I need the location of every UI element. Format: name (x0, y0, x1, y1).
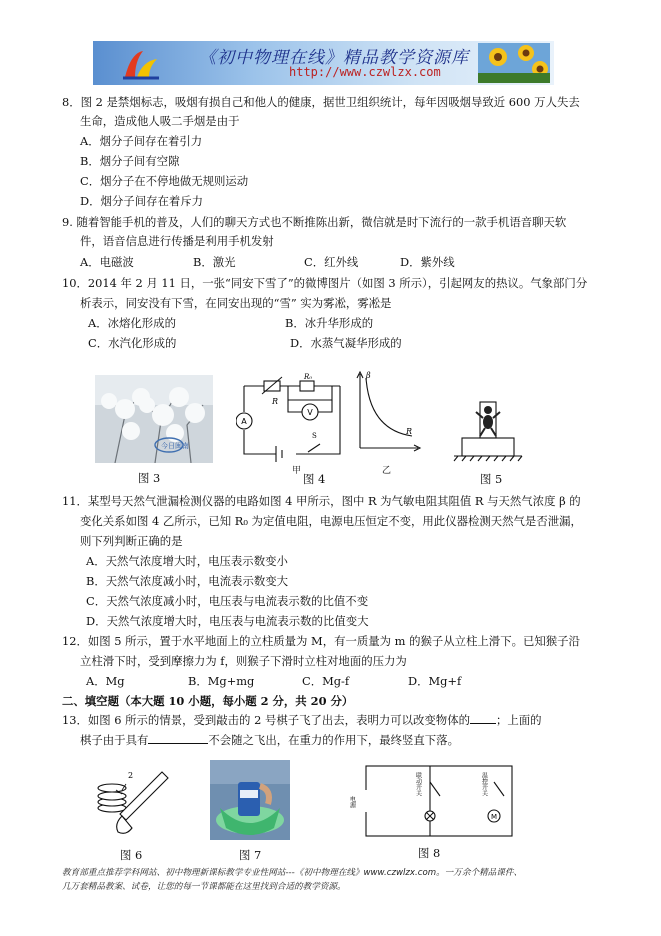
q13-stem-2a: 棋子由于具有 (80, 733, 149, 747)
q12-option-a: A．Mg (86, 674, 125, 688)
q9-option-b: B．激光 (193, 255, 236, 269)
svg-text:V: V (307, 408, 313, 417)
q10-option-a: A．冰熔化形成的 (88, 316, 176, 330)
q11-stem-2: 变化关系如图 4 乙所示，已知 R₀ 为定值电阻，电源电压恒定不变，用此仪器检测天然气是否泄漏， (80, 514, 582, 528)
q13-line-1 (62, 711, 542, 730)
svg-text:R: R (406, 427, 413, 436)
footer-line-2: 几万套精品教案、试卷，让您的每一节课都能在这里找到合适的教学资源。 (62, 882, 346, 892)
fig4-yi-label: 乙 (382, 466, 392, 476)
footer-line-1: 教育部重点推荐学科网站、初中物理新课标教学专业性网站---《初中物理在线》www.czwlzx.com。一万余个精品课件、 (62, 868, 523, 878)
fig8-caption: 图 8 (418, 846, 441, 860)
q11-option-a: A．天然气浓度增大时，电压表示数变小 (86, 554, 288, 568)
fig3-caption: 图 3 (138, 471, 161, 485)
svg-text:S: S (312, 432, 317, 440)
q8-option-d: D．烟分子间存在着斥力 (80, 194, 204, 208)
q13-blank-2[interactable] (148, 731, 208, 744)
q11-option-b: B．天然气浓度减小时，电流表示数变大 (86, 574, 289, 588)
svg-text:A: A (241, 417, 247, 426)
svg-text:R₀: R₀ (304, 373, 313, 381)
section-2-heading: 二、填空题（本大题 10 小题，每小题 2 分，共 20 分） (62, 694, 354, 708)
q8-option-a: A．烟分子间存在着引力 (80, 134, 203, 148)
q9-stem-2: 件，语音信息进行传播是利用手机发射 (80, 234, 274, 248)
linkage-switch-label: 联动开关 (414, 772, 422, 796)
monkey-pole-figure (450, 376, 526, 462)
temp-switch-label: 温控开关 (480, 772, 488, 796)
fig5-caption: 图 5 (480, 472, 503, 486)
power-label: 电源 (348, 796, 356, 808)
q10-stem-1: 10．2014 年 2 月 11 日，一张“同安下雪了”的微博图片（如图 3 所示），引起网友的热议。气象部门分 (62, 276, 588, 290)
photo-watermark: 今日闽南 (161, 442, 189, 450)
fig4-jia-label: 甲 (292, 466, 302, 476)
q9-option-d: D．紫外线 (400, 255, 455, 269)
q11-option-c: C．天然气浓度减小时，电压表与电流表示数的比值不变 (86, 594, 369, 608)
svg-text:2: 2 (128, 771, 134, 780)
svg-text:M: M (490, 813, 498, 821)
site-logo (121, 47, 161, 81)
rime-photo (95, 375, 213, 463)
site-banner (93, 41, 554, 85)
q13-blank-1[interactable] (470, 711, 496, 724)
q8-stem-2: 生命，造成他人吸二手烟是由于 (80, 114, 240, 128)
q13-stem-2b: 不会随之飞出，在重力的作用下，最终竖直下落。 (208, 733, 459, 747)
fig6-caption: 图 6 (120, 848, 143, 862)
q10-option-d: D．水蒸气凝华形成的 (290, 336, 402, 350)
q8-option-b: B．烟分子间有空隙 (80, 154, 180, 168)
q13-stem-1b: ；上面的 (495, 713, 542, 727)
q12-option-d: D．Mg+f (408, 674, 462, 688)
q11-stem-1: 11．某型号天然气泄漏检测仪器的电路如图 4 甲所示，图中 R 为气敏电阻其阻值 R 与天然气浓度 β 的 (62, 494, 581, 508)
fig7-caption: 图 7 (239, 848, 262, 862)
q9-stem-1: 9. 随着智能手机的普及，人们的聊天方式也不断推陈出新，微信就是时下流行的一款手机语音聊天软 (62, 215, 567, 229)
hand-icon (117, 816, 132, 833)
gas-detector-circuit (236, 372, 351, 464)
sunflower-image (478, 43, 550, 83)
svg-text:β: β (366, 371, 371, 380)
q12-option-c: C．Mg-f (302, 674, 350, 688)
q9-option-c: C．红外线 (304, 255, 359, 269)
q12-stem-1: 12．如图 5 所示，置于水平地面上的立柱质量为 M，有一质量为 m 的猴子从立柱上滑下。已知猴子沿 (62, 634, 580, 648)
fig4-caption: 图 4 (303, 472, 326, 486)
beta-r-graph (352, 368, 422, 452)
q13-stem-1a: 13．如图 6 所示的情景，受到敲击的 2 号棋子飞了出去，表明力可以改变物体的 (62, 713, 470, 727)
q11-stem-3: 则下列判断正确的是 (80, 534, 183, 548)
q10-option-c: C．水汽化形成的 (88, 336, 177, 350)
q10-option-b: B．冰升华形成的 (285, 316, 374, 330)
cup-photo (210, 760, 290, 840)
checkers-stack-figure (92, 766, 170, 838)
q12-stem-2: 立柱滑下时，受到摩擦力为 f，则猴子下滑时立柱对地面的压力为 (80, 654, 407, 668)
fridge-circuit (344, 762, 519, 842)
svg-text:R: R (272, 397, 279, 406)
banner-url[interactable]: http://www.czwlzx.com (289, 65, 441, 79)
q11-option-d: D．天然气浓度增大时，电压表与电流表示数的比值变大 (86, 614, 369, 628)
banner-title: 《初中物理在线》精品教学资源库 (199, 48, 469, 68)
q8-option-c: C．烟分子在不停地做无规则运动 (80, 174, 249, 188)
fixed-resistor-r0 (300, 381, 314, 391)
q8-stem-1: 8．图 2 是禁烟标志，吸烟有损自己和他人的健康，据世卫组织统计，每年因吸烟导致近 600 万人失去 (62, 95, 580, 109)
q9-option-a: A．电磁波 (80, 255, 134, 269)
q10-stem-2: 析表示，同安没有下雪，在同安出现的“雪” 实为雾凇，雾凇是 (80, 296, 392, 310)
q12-option-b: B．Mg+mg (188, 674, 255, 688)
q13-line-2 (80, 731, 459, 750)
